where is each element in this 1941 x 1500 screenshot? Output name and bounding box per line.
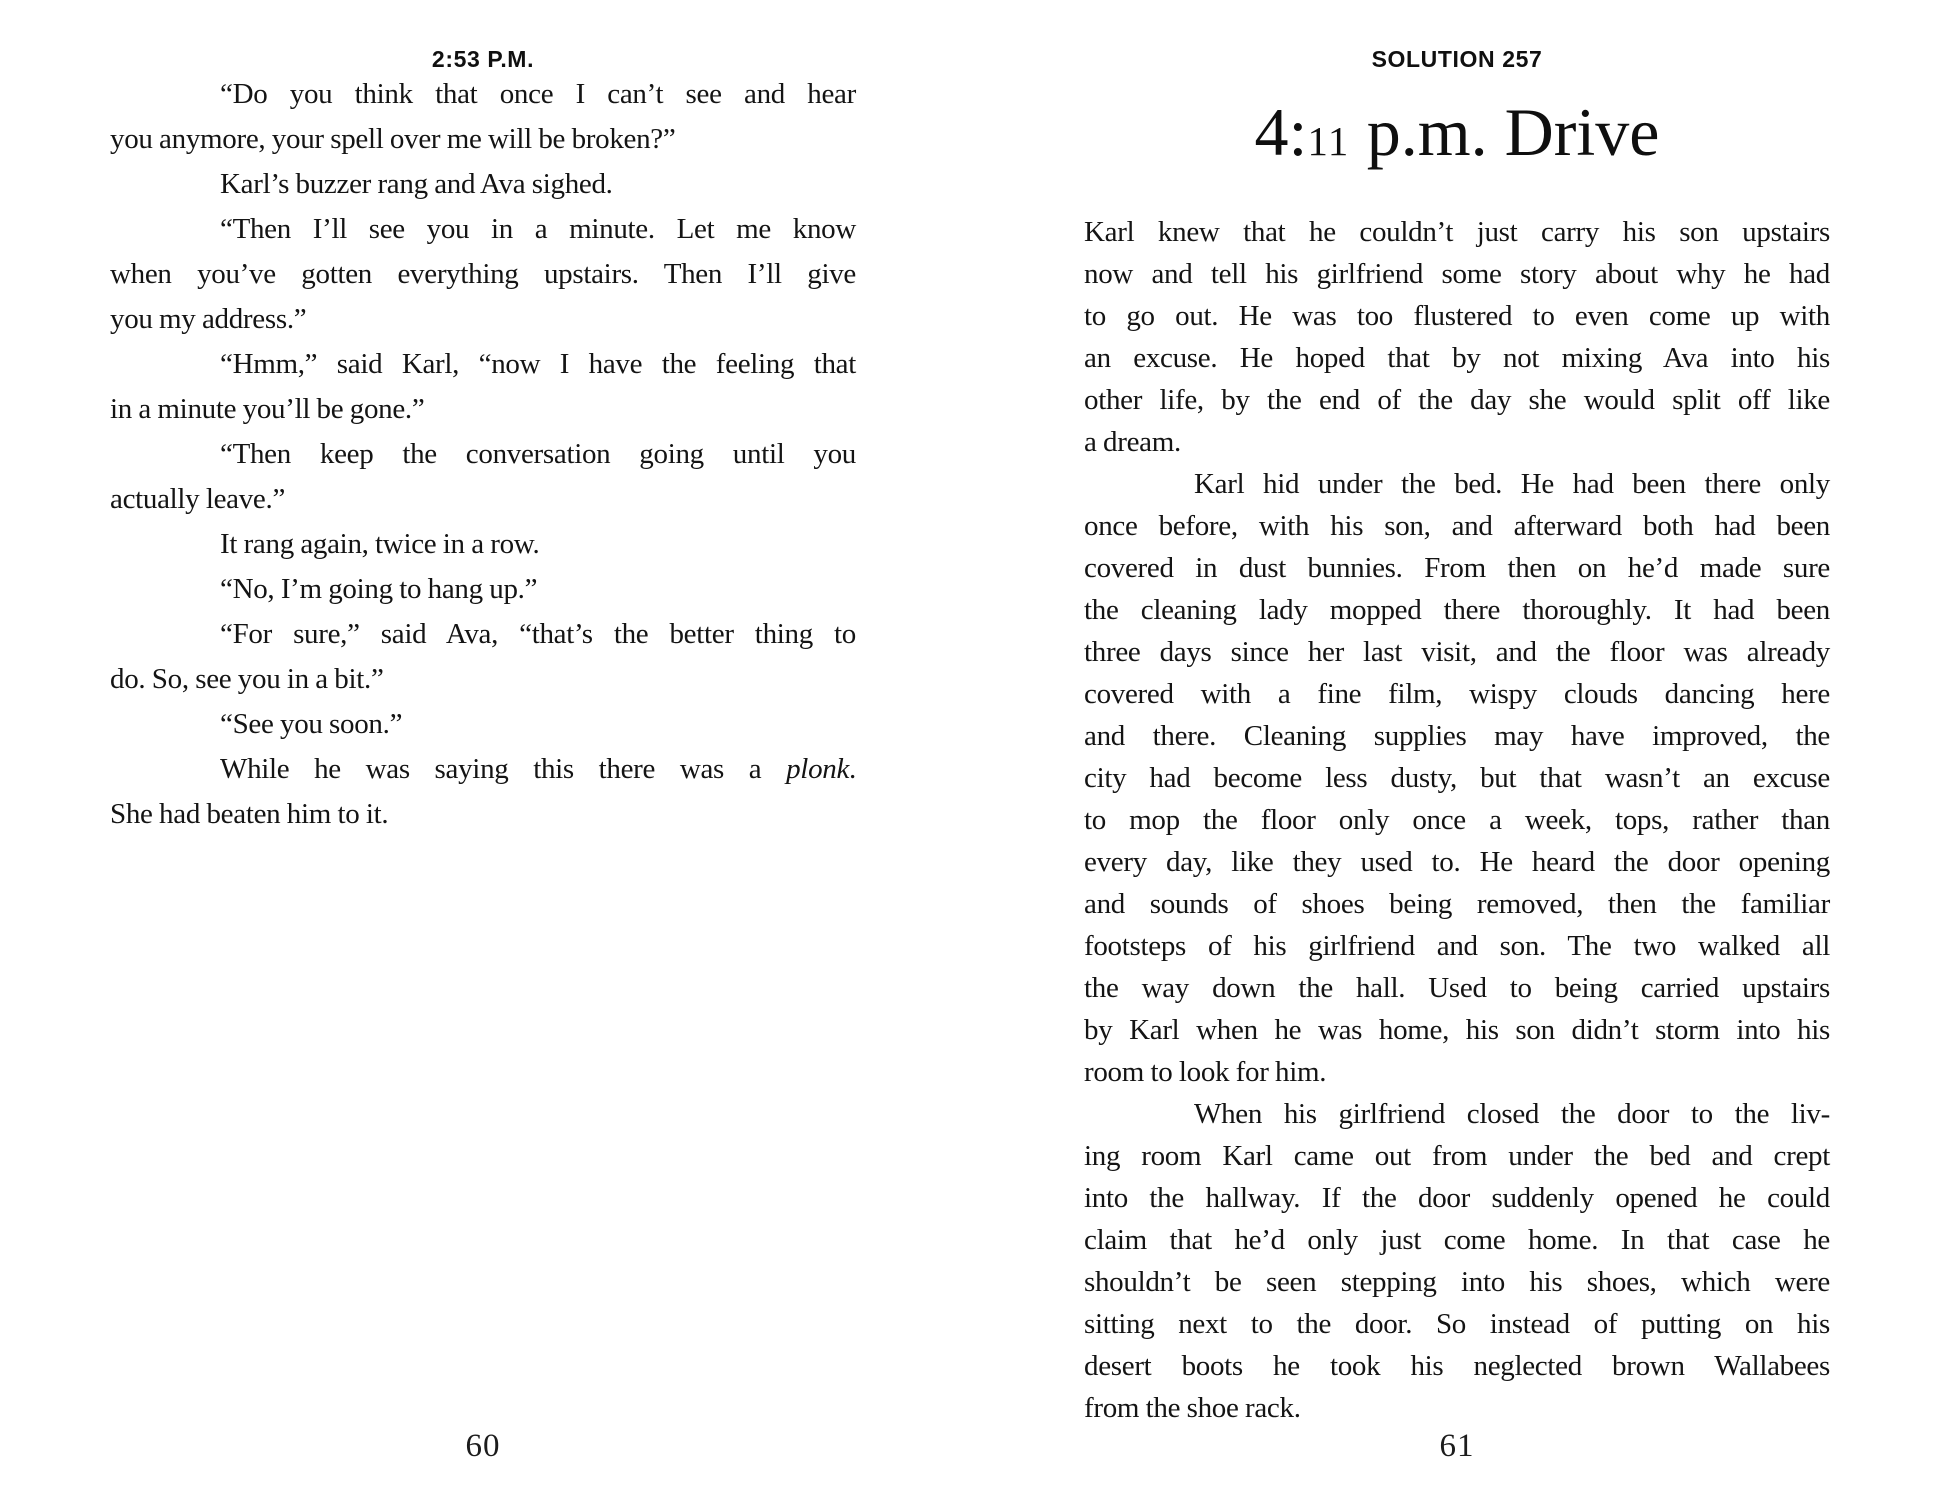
text-line: covered in dust bunnies. From then on he’d made sure (1084, 552, 1830, 584)
text-line: by Karl when he was home, his son didn’t storm into his (1084, 1014, 1830, 1046)
text-line: “Hmm,” said Karl, “now I have the feeling that (220, 348, 856, 380)
text-line: Karl hid under the bed. He had been there only (1194, 468, 1830, 500)
text-line: desert boots he took his neglected brown Wallabees (1084, 1350, 1830, 1382)
text-line: Karl knew that he couldn’t just carry his son upstairs (1084, 216, 1830, 248)
left-page-header: 2:53 P.M. (431, 46, 535, 72)
text-line: to go out. He was too flustered to even come up with (1084, 300, 1830, 332)
text-line: do. So, see you in a bit.” (110, 663, 384, 695)
text-line: covered with a fine film, wispy clouds dancing here (1084, 678, 1830, 710)
text-line: “Then keep the conversation going until you (220, 438, 856, 470)
left-page-text (110, 72, 856, 837)
text-line: “See you soon.” (220, 708, 403, 740)
text-line: footsteps of his girlfriend and son. The two walked all (1084, 930, 1830, 962)
text-line: the cleaning lady mopped there thoroughly. It had been (1084, 594, 1830, 626)
text-line: “No, I’m going to hang up.” (220, 573, 538, 605)
text-line: from the shoe rack. (1084, 1392, 1301, 1424)
text-line: once before, with his son, and afterward both had been (1084, 510, 1830, 542)
text-line (110, 747, 856, 792)
text-line: the way down the hall. Used to being carried upstairs (1084, 972, 1830, 1004)
right-page (1084, 0, 1830, 1500)
text-line: When his girlfriend closed the door to the liv- (1194, 1098, 1830, 1130)
text-line: now and tell his girlfriend some story about why he had (1084, 258, 1830, 290)
text-line: sitting next to the door. So instead of putting on his (1084, 1308, 1830, 1340)
text-line: you anymore, your spell over me will be broken?” (110, 123, 676, 155)
text-line: claim that he’d only just come home. In that case he (1084, 1224, 1830, 1256)
text-line: every day, like they used to. He heard the door opening (1084, 846, 1830, 878)
text-line: “For sure,” said Ava, “that’s the better thing to (220, 618, 856, 650)
text-part: p.m. Drive (1349, 94, 1660, 170)
text-part: 11 (1307, 119, 1350, 164)
text-line: city had become less dusty, but that wasn’t an excuse (1084, 762, 1830, 794)
left-page-number: 60 (465, 1428, 501, 1464)
text-line: an excuse. He hoped that by not mixing Ava into his (1084, 342, 1830, 374)
text-line: Karl’s buzzer rang and Ava sighed. (220, 168, 613, 200)
right-page-header: SOLUTION 257 (1371, 46, 1543, 72)
text-line: She had beaten him to it. (110, 798, 389, 830)
text-line: in a minute you’ll be gone.” (110, 393, 425, 425)
right-page-text (1084, 211, 1830, 1429)
text-part: 4: (1254, 94, 1308, 170)
text-line: room to look for him. (1084, 1056, 1327, 1088)
right-page-number: 61 (1439, 1428, 1475, 1464)
text-line: a dream. (1084, 426, 1181, 458)
left-page (110, 0, 856, 1500)
italic-text: plonk (786, 753, 850, 785)
text-line: to mop the floor only once a week, tops, rather than (1084, 804, 1830, 836)
text-line: when you’ve gotten everything upstairs. Then I’ll give (110, 258, 856, 290)
text-line: into the hallway. If the door suddenly opened he could (1084, 1182, 1830, 1214)
text-part: While he was saying this there was a (220, 753, 787, 785)
text-line: actually leave.” (110, 483, 286, 515)
text-line: It rang again, twice in a row. (220, 528, 540, 560)
chapter-title (1084, 92, 1830, 182)
text-line: and sounds of shoes being removed, then the familiar (1084, 888, 1830, 920)
text-line: and there. Cleaning supplies may have improved, the (1084, 720, 1830, 752)
text-line: three days since her last visit, and the floor was already (1084, 636, 1830, 668)
text-line: “Do you think that once I can’t see and hear (220, 78, 856, 110)
text-line: shouldn’t be seen stepping into his shoes, which were (1084, 1266, 1830, 1298)
text-line: you my address.” (110, 303, 307, 335)
text-part: . (849, 753, 856, 785)
text-line: “Then I’ll see you in a minute. Let me know (220, 213, 856, 245)
text-line: ing room Karl came out from under the bed and crept (1084, 1140, 1830, 1172)
text-line: other life, by the end of the day she would split off like (1084, 384, 1830, 416)
